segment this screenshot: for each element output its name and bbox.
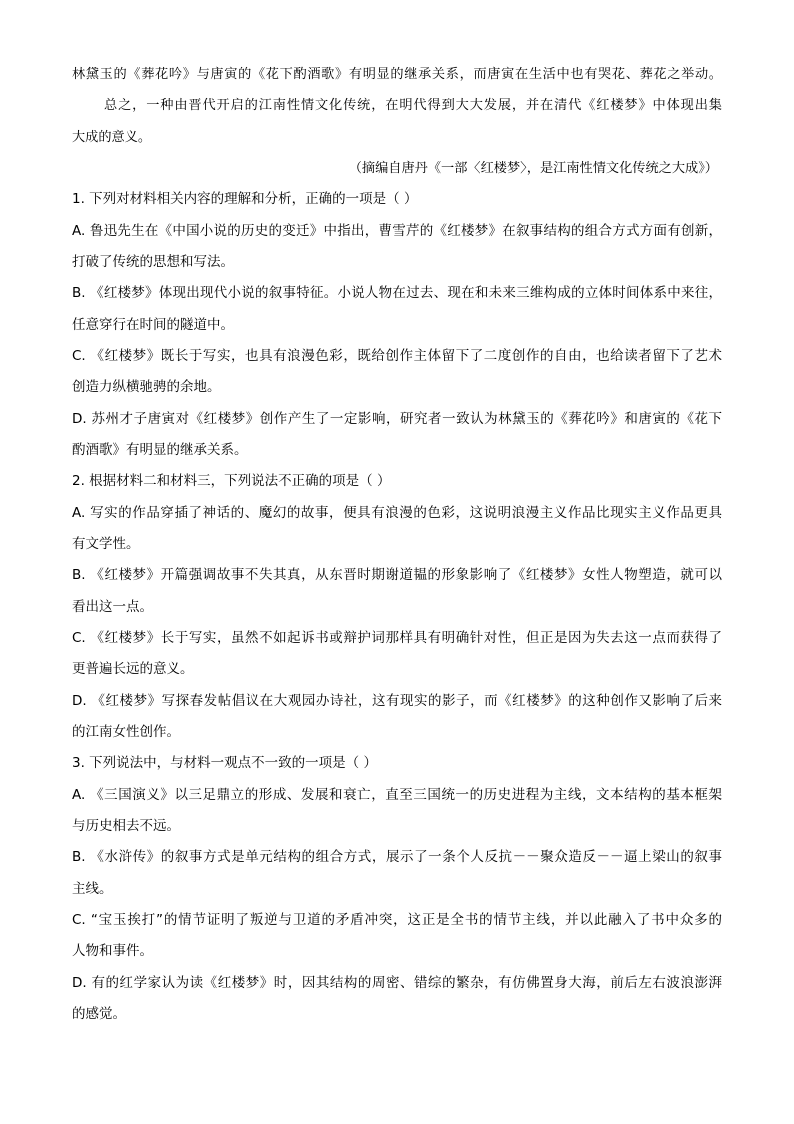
option-line: 酌酒歌》有明显的继承关系。: [72, 441, 248, 458]
option-line: 与历史相去不远。: [72, 817, 180, 834]
option-line: 的江南女性创作。: [72, 723, 180, 740]
option-line: B. 《水浒传》的叙事方式是单元结构的组合方式，展示了一条个人反抗－－聚众造反－－逼上梁山的叙事: [72, 849, 722, 866]
option-line: B. 《红楼梦》体现出现代小说的叙事特征。小说人物在过去、现在和未来三维构成的立体时间体系中来往，: [72, 285, 722, 302]
option-line: A. 鲁迅先生在《中国小说的历史的变迁》中指出，曹雪芹的《红楼梦》在叙事结构的组合方式方面有创新，: [72, 222, 722, 239]
option-d[interactable]: [72, 686, 722, 749]
option-line: 主线。: [72, 880, 113, 897]
question-stem: 1. 下列对材料相关内容的理解和分析，正确的一项是（ ）: [72, 191, 418, 208]
option-line: 看出这一点。: [72, 598, 153, 615]
question-1: [72, 184, 722, 466]
option-line: B. 《红楼梦》开篇强调故事不失其真，从东晋时期谢道韫的形象影响了《红楼梦》女性人物塑造，就可以: [72, 567, 722, 584]
option-line: 人物和事件。: [72, 943, 153, 960]
option-c[interactable]: [72, 341, 722, 404]
question-stem: 2. 根据材料二和材料三，下列说法不正确的项是（ ）: [72, 473, 391, 490]
document-page: [72, 59, 722, 1030]
option-line: 的感觉。: [72, 1005, 126, 1022]
option-a[interactable]: [72, 780, 722, 843]
passage-excerpt: [72, 59, 722, 184]
option-line: A. 《三国演义》以三足鼎立的形成、发展和衰亡，直至三国统一的历史进程为主线，文本结构的基本框架: [72, 786, 722, 803]
option-a[interactable]: [72, 216, 722, 279]
option-line: C. 《红楼梦》既长于写实，也具有浪漫色彩，既给创作主体留下了二度创作的自由，也给读者留下了艺术: [72, 347, 722, 364]
option-line: C. 《红楼梦》长于写实，虽然不如起诉书或辩护词那样具有明确针对性，但正是因为失去这一点而获得了: [72, 629, 722, 646]
passage-line: 总之，一种由晋代开启的江南性情文化传统，在明代得到大大发展，并在清代《红楼梦》中体现出集: [104, 98, 722, 114]
passage-line: 林黛玉的《葬花吟》与唐寅的《花下酌酒歌》有明显的继承关系，而唐寅在生活中也有哭花、葬花之举动。: [72, 67, 722, 82]
option-d[interactable]: [72, 968, 722, 1031]
option-line: C. “宝玉挨打”的情节证明了叛逆与卫道的矛盾冲突，这正是全书的情节主线，并以此融入了书中众多的: [72, 911, 722, 928]
option-line: 更普遍长远的意义。: [72, 661, 194, 678]
question-3: [72, 748, 722, 1030]
option-line: 有文学性。: [72, 535, 140, 552]
option-d[interactable]: [72, 404, 722, 467]
passage-source: （摘编自唐丹《一部〈红楼梦〉，是江南性情文化传统之大成》）: [348, 160, 718, 176]
question-stem: 3. 下列说法中，与材料一观点不一致的一项是（ ）: [72, 755, 377, 772]
option-b[interactable]: [72, 842, 722, 905]
question-2: [72, 466, 722, 748]
passage-line: 大成的意义。: [72, 129, 152, 145]
option-line: 任意穿行在时间的隧道中。: [72, 316, 234, 333]
option-b[interactable]: [72, 278, 722, 341]
option-line: D. 《红楼梦》写探春发帖倡议在大观园办诗社，这有现实的影子，而《红楼梦》的这种创作又影响了后来: [72, 692, 722, 709]
option-line: A. 写实的作品穿插了神话的、魔幻的故事，便具有浪漫的色彩，这说明浪漫主义作品比现实主义作品更具: [72, 504, 722, 521]
option-c[interactable]: [72, 623, 722, 686]
option-line: 打破了传统的思想和写法。: [72, 253, 234, 270]
option-line: D. 苏州才子唐寅对《红楼梦》创作产生了一定影响，研究者一致认为林黛玉的《葬花吟》和唐寅的《花下: [72, 410, 722, 427]
option-a[interactable]: [72, 498, 722, 561]
option-c[interactable]: [72, 905, 722, 968]
option-b[interactable]: [72, 560, 722, 623]
option-line: D. 有的红学家认为读《红楼梦》时，因其结构的周密、错综的繁杂，有仿佛置身大海，前后左右波浪澎湃: [72, 974, 722, 991]
option-line: 创造力纵横驰骋的余地。: [72, 379, 221, 396]
